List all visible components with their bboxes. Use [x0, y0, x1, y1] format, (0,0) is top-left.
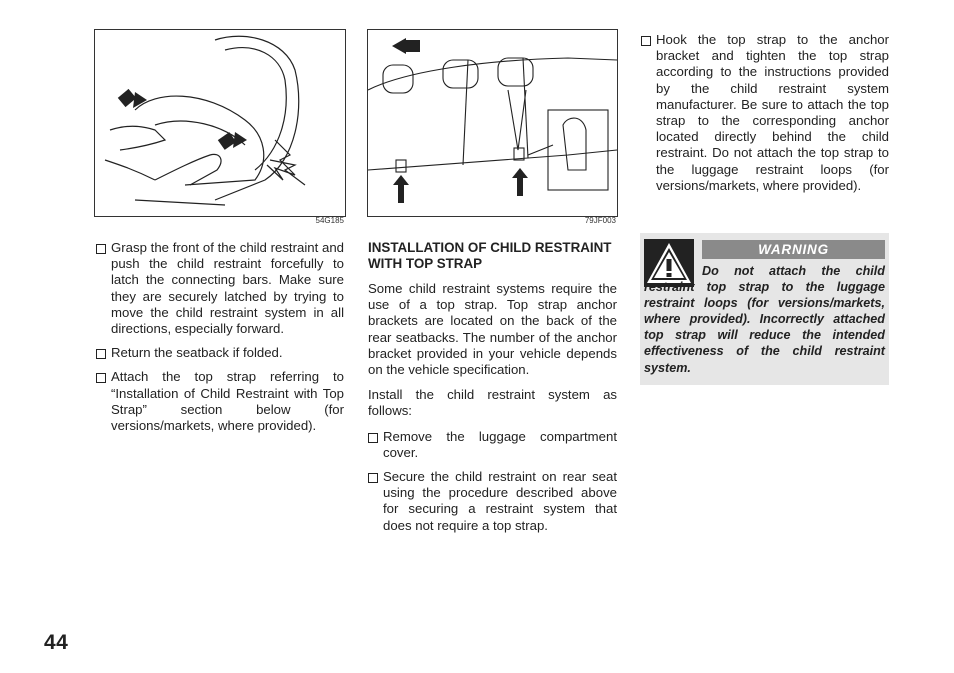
- figure-rear-seat-top-strap: [367, 29, 618, 217]
- figure-child-seat-latch: [94, 29, 346, 217]
- checkbox-bullet-icon: [641, 36, 651, 46]
- intro-paragraph: Some child restraint systems require the use of a top strap. Top strap anchor brackets are located on the back of the rear seatbacks. The number of the anchor bracket provided in your vehicle depends on the vehicle specification.: [368, 281, 617, 378]
- checkbox-bullet-icon: [368, 433, 378, 443]
- column-2: [368, 240, 617, 542]
- list-item-text: Hook the top strap to the anchor bracket and tighten the top strap according to the instructions provided by the child restraint system manufacturer. Be sure to attach the top strap to the corresponding anchor located directly behind the child restraint. Do not attach the top strap to the luggage restraint loops (for versions/markets, where provided).: [656, 32, 889, 193]
- list-item-text: Remove the luggage compartment cover.: [383, 428, 617, 460]
- section-heading: INSTALLATION OF CHILD RESTRAINT WITH TOP STRAP: [368, 240, 612, 271]
- warning-text: Do not attach the child restraint top strap to the luggage restraint loops (for versions/markets, where provided). Incorrectly attached top strap will reduce the intended effectiveness of the child restraint system.: [644, 264, 885, 375]
- warning-title: WARNING: [702, 240, 885, 259]
- checkbox-bullet-icon: [96, 349, 106, 359]
- page-number: 44: [44, 631, 69, 654]
- rear-seat-top-strap-illustration-icon: [368, 30, 617, 216]
- list-item-text: Grasp the front of the child restraint and push the child restraint forcefully to latch the connecting bars. Make sure they are securely latched by trying to move the child restraint system in all directions, especially forward.: [111, 240, 344, 337]
- instruction-paragraph: Install the child restraint system as follows:: [368, 387, 617, 419]
- list-item: [641, 32, 889, 194]
- column-1: [96, 240, 344, 442]
- column-3: [641, 32, 889, 202]
- figure-code-left: 54G185: [315, 216, 344, 225]
- child-seat-latch-illustration-icon: [95, 30, 345, 216]
- list-item: [96, 345, 344, 361]
- list-item: [368, 469, 617, 534]
- warning-box: [640, 233, 889, 385]
- checkbox-bullet-icon: [96, 244, 106, 254]
- checkbox-bullet-icon: [368, 473, 378, 483]
- figure-code-right: 79JF003: [584, 216, 616, 225]
- list-item-text: Secure the child restraint on rear seat using the procedure described above for securing a restraint system that does not require a top strap.: [383, 469, 617, 533]
- list-item: [368, 429, 617, 461]
- list-item-text: Attach the top strap referring to “Installation of Child Restraint with Top Strap” section below (for versions/markets, where provided).: [111, 369, 344, 434]
- list-item: [96, 240, 344, 337]
- list-item: [96, 369, 344, 434]
- list-item-text: Return the seatback if folded.: [111, 345, 283, 361]
- checkbox-bullet-icon: [96, 373, 106, 383]
